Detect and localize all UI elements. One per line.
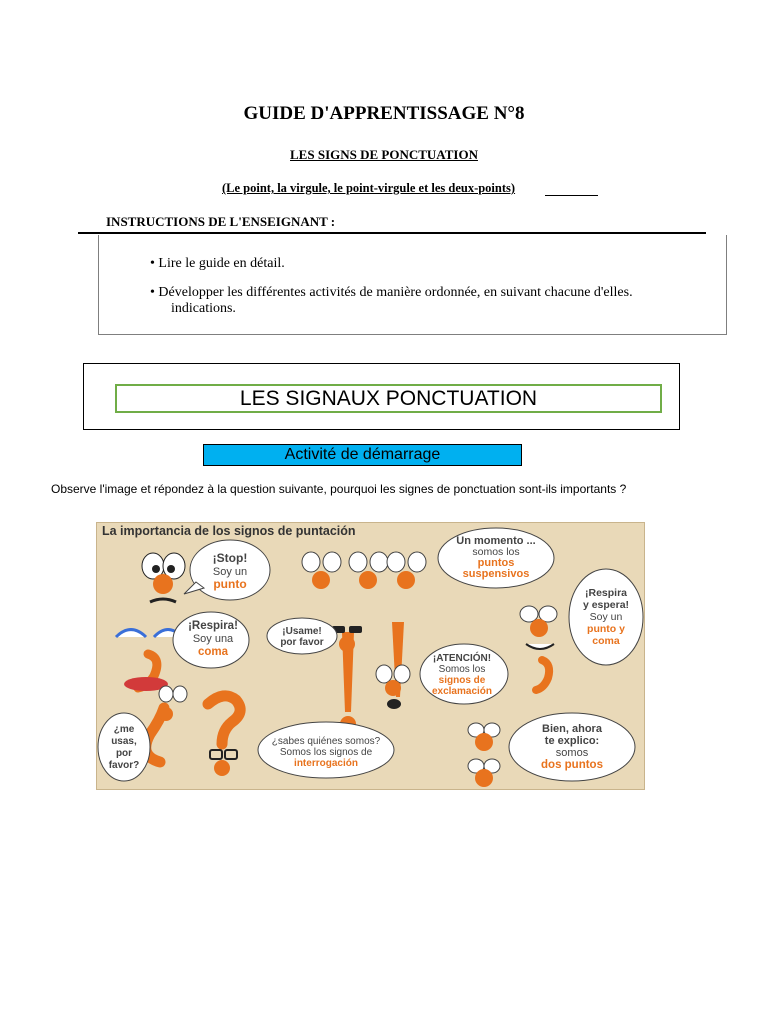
svg-text:punto y: punto y: [587, 623, 625, 635]
svg-text:dos puntos: dos puntos: [541, 759, 603, 771]
svg-text:te explico:: te explico:: [544, 735, 600, 747]
page-title: GUIDE D'APPRENTISSAGE N°8: [243, 103, 525, 124]
svg-text:¡Respira!: ¡Respira!: [188, 620, 238, 632]
svg-text:Soy un: Soy un: [212, 566, 248, 578]
speech-bubble-bien: [509, 713, 635, 781]
question-text: Observe l'image et répondez à la question suivante, pourquoi les signes de ponctuation sont-ils importants ?: [51, 482, 627, 496]
speech-bubble-atencion: [420, 644, 508, 704]
speech-bubble-respira: [173, 612, 249, 668]
svg-text:Un momento ...: Un momento ...: [456, 535, 536, 547]
svg-text:interrogación: interrogación: [294, 758, 358, 769]
illustration-title: La importancia de los signos de puntación: [102, 524, 356, 538]
instructions-heading: INSTRUCTIONS DE L'ENSEIGNANT :: [106, 214, 336, 229]
page-subtitle: LES SIGNS DE PONCTUATION: [290, 147, 478, 162]
page-subtitle-detail: (Le point, la virgule, le point-virgule et les deux-points): [222, 181, 516, 195]
svg-text:Somos los signos de: Somos los signos de: [279, 747, 373, 758]
instructions-rule: [78, 232, 706, 234]
speech-bubble-momento: [438, 528, 554, 588]
activity-label: Activité de démarrage: [203, 444, 522, 466]
svg-text:Soy un: Soy un: [589, 611, 623, 623]
speech-bubble-respira-espera: [569, 569, 643, 665]
svg-text:¡Stop!: ¡Stop!: [212, 551, 248, 565]
svg-text:exclamación: exclamación: [431, 686, 493, 697]
svg-text:¿sabes quiénes somos?: ¿sabes quiénes somos?: [271, 736, 381, 747]
svg-text:Soy una: Soy una: [192, 633, 234, 645]
svg-text:coma: coma: [197, 646, 229, 658]
speech-bubble-me-usas: [98, 713, 150, 781]
speech-bubble-sabes: [258, 722, 394, 778]
svg-text:punto: punto: [213, 577, 247, 591]
punctuation-illustration: [96, 522, 645, 790]
svg-text:Somos los: Somos los: [438, 664, 486, 675]
svg-text:¡ATENCIÓN!: ¡ATENCIÓN!: [432, 653, 492, 664]
speech-bubble-usame: [267, 618, 337, 654]
instruction-item-continuation: indications.: [171, 301, 236, 316]
svg-text:Bien, ahora: Bien, ahora: [542, 723, 602, 735]
svg-text:suspensivos: suspensivos: [462, 568, 530, 580]
svg-text:signos de: signos de: [438, 675, 486, 686]
svg-text:puntos: puntos: [477, 557, 515, 569]
svg-text:coma: coma: [592, 635, 620, 647]
svg-text:somos: somos: [555, 747, 589, 759]
svg-text:somos los: somos los: [472, 546, 520, 558]
underline-rule: [545, 195, 598, 196]
svg-text:favor?: favor?: [108, 760, 140, 771]
svg-text:por favor: por favor: [280, 637, 324, 648]
instruction-item: • Lire le guide en détail.: [150, 256, 285, 271]
instruction-item: • Développer les différentes activités de manière ordonnée, en suivant chacune d'elles.: [150, 285, 633, 300]
svg-text:¡Usame!: ¡Usame!: [282, 626, 322, 637]
svg-text:y espera!: y espera!: [582, 599, 630, 611]
svg-text:¿me: ¿me: [113, 724, 135, 735]
section-banner-title: LES SIGNAUX PONCTUATION: [115, 384, 662, 413]
svg-text:¡Respira: ¡Respira: [584, 587, 628, 599]
svg-text:usas,: usas,: [111, 736, 137, 747]
svg-text:por: por: [115, 748, 133, 759]
